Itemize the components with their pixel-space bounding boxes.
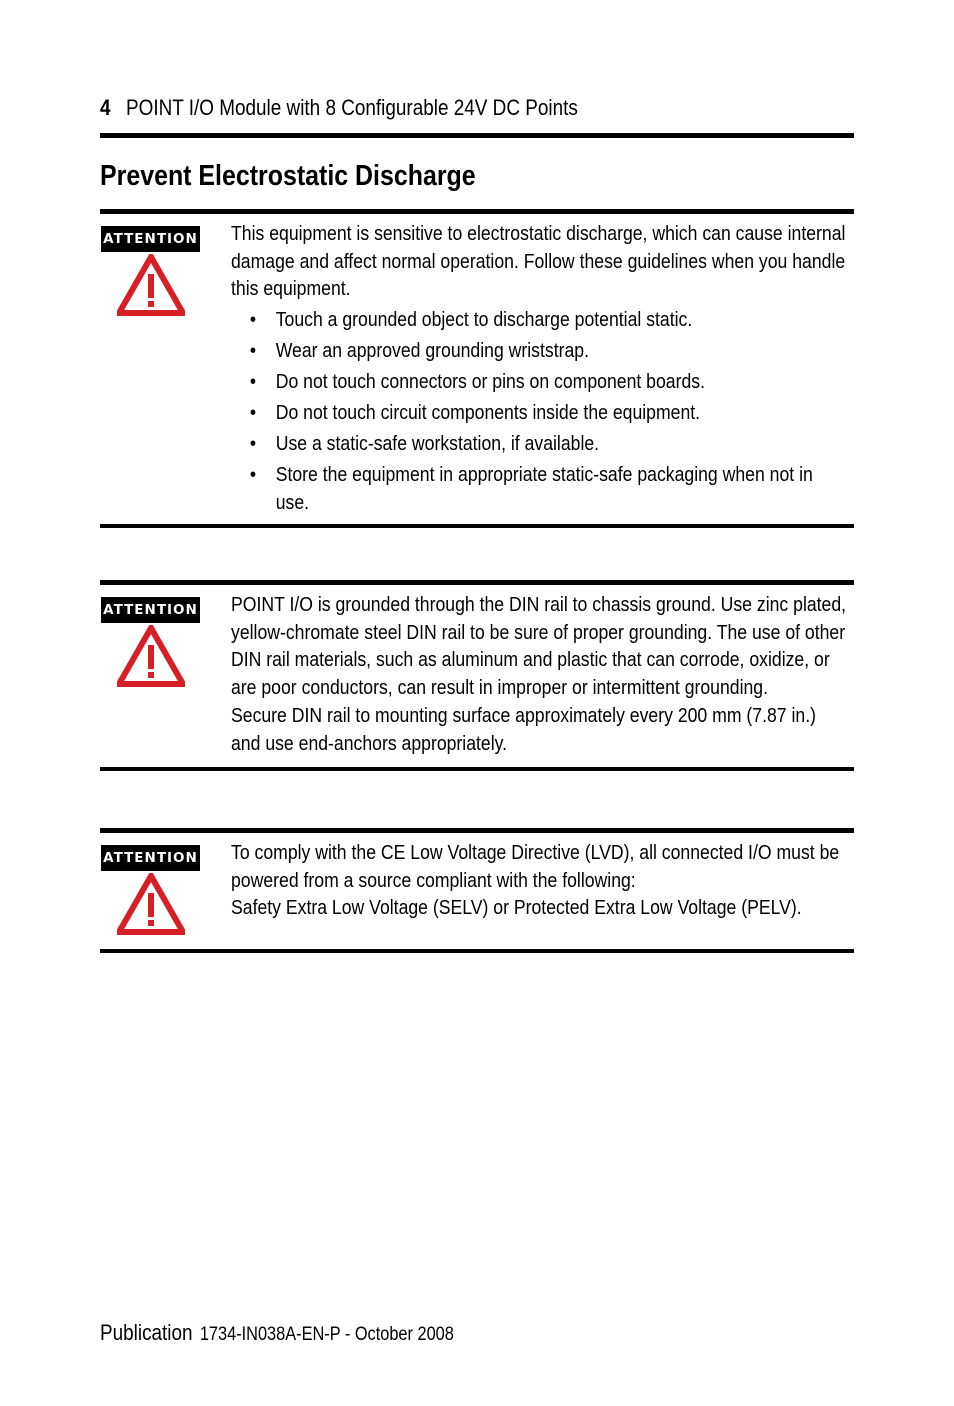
attention-text (231, 220, 850, 520)
bullet-icon: • (249, 401, 257, 425)
publication-label: Publication (100, 1320, 193, 1345)
warning-triangle-icon (117, 625, 185, 687)
attention-label: ATTENTION (101, 597, 200, 623)
attention-label: ATTENTION (101, 845, 200, 871)
publication-footer (100, 1318, 454, 1351)
list-item-text: Do not touch circuit components inside the equipment. (275, 401, 701, 425)
warning-triangle-icon (117, 873, 185, 935)
list-item (231, 306, 850, 334)
list-item (231, 430, 850, 458)
attention-text (231, 591, 850, 757)
header-title: POINT I/O Module with 8 Configurable 24V DC Points (126, 95, 578, 120)
attention-paragraph: To comply with the CE Low Voltage Directive (LVD), all connected I/O must be powered from a source compliant with the following: (231, 841, 840, 892)
bullet-icon: • (249, 339, 257, 363)
guideline-list (231, 306, 850, 516)
attention-paragraph: Secure DIN rail to mounting surface approximately every 200 mm (7.87 in.) and use end-anchors appropriately. (231, 703, 816, 755)
attention-text (231, 839, 850, 922)
publication-id: 1734-IN038A-EN-P - October 2008 (199, 1324, 454, 1345)
attention-label: ATTENTION (101, 226, 200, 252)
warning-triangle-icon (117, 254, 185, 316)
list-item (231, 337, 850, 365)
list-item-text: Store the equipment in appropriate static-safe packaging when not in use. (275, 463, 813, 514)
bullet-icon: • (249, 432, 257, 456)
page-header (100, 94, 748, 122)
attention-box-grounding (100, 580, 854, 771)
list-item (231, 461, 850, 516)
page-number: 4 (100, 95, 111, 120)
attention-paragraph: POINT I/O is grounded through the DIN rail to chassis ground. Use zinc plated, yellow-chromate steel DIN rail to be sure of proper grounding. The use of other DIN rail materials, such as aluminum and plastic that can corrode, oxidize, or are poor conductors, can result in improper or intermittent grounding. (231, 593, 847, 700)
list-item-text: Wear an approved grounding wriststrap. (275, 339, 589, 363)
list-item-text: Do not touch connectors or pins on component boards. (275, 370, 705, 394)
bullet-icon: • (249, 370, 257, 394)
header-rule (100, 133, 854, 138)
list-item (231, 368, 850, 396)
bullet-icon: • (249, 308, 257, 332)
list-item-text: Touch a grounded object to discharge potential static. (275, 308, 693, 332)
list-item-text: Use a static-safe workstation, if available. (275, 432, 600, 456)
attention-paragraph: Safety Extra Low Voltage (SELV) or Protected Extra Low Voltage (PELV). (231, 896, 802, 920)
attention-box-esd (100, 209, 854, 528)
bullet-icon: • (249, 463, 257, 487)
list-item (231, 399, 850, 427)
attention-paragraph: This equipment is sensitive to electrostatic discharge, which can cause internal damage and affect normal operation. Follow these guidelines when you handle this equipment. (231, 222, 846, 301)
attention-box-lvd (100, 828, 854, 953)
section-title: Prevent Electrostatic Discharge (100, 160, 476, 192)
